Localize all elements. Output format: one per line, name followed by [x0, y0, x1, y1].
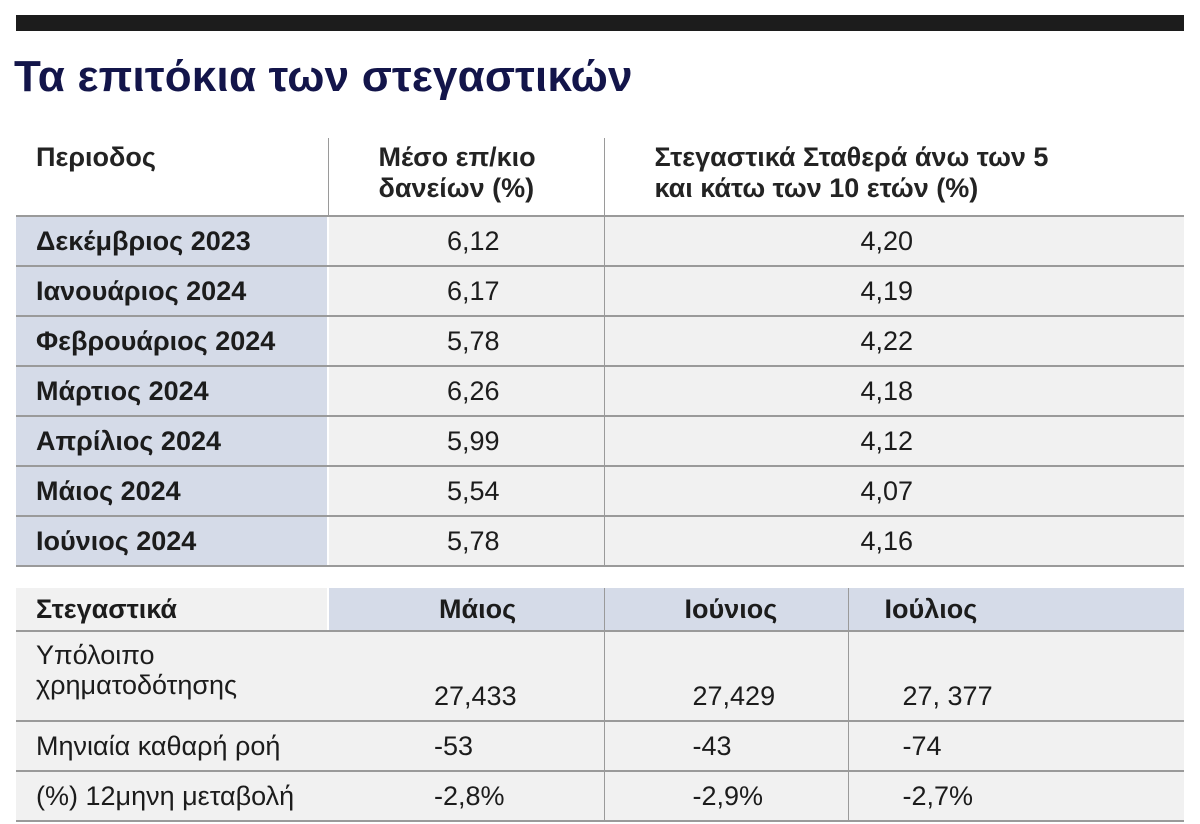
header-fixed-rate	[604, 138, 1184, 216]
header-may: Μάιος	[328, 588, 604, 631]
row-period: Μάιος 2024	[16, 466, 328, 516]
row-avg-rate: 6,12	[328, 216, 604, 266]
table-row	[16, 266, 1184, 316]
flows-table	[16, 588, 1184, 822]
row-fixed-rate: 4,22	[604, 316, 1184, 366]
row-label: Μηνιαία καθαρή ροή	[16, 721, 328, 771]
table-row	[16, 516, 1184, 566]
row-may-value: 27,433	[328, 631, 604, 721]
top-rule	[16, 15, 1184, 31]
table-row	[16, 416, 1184, 466]
header-mortgages: Στεγαστικά	[16, 588, 328, 631]
table-row	[16, 216, 1184, 266]
row-label	[16, 631, 328, 721]
row-period: Μάρτιος 2024	[16, 366, 328, 416]
table-row	[16, 631, 1184, 721]
header-july: Ιούλιος	[848, 588, 1184, 631]
table-row	[16, 466, 1184, 516]
row-june-value: -43	[604, 721, 848, 771]
row-period: Φεβρουάριος 2024	[16, 316, 328, 366]
row-period: Δεκέμβριος 2023	[16, 216, 328, 266]
row-june-value: 27,429	[604, 631, 848, 721]
table-row	[16, 771, 1184, 821]
header-fixed-line2: και κάτω των 10 ετών (%)	[654, 173, 979, 203]
row-fixed-rate: 4,20	[604, 216, 1184, 266]
row-avg-rate: 5,78	[328, 516, 604, 566]
row-label-line1: Υπόλοιπο	[36, 640, 155, 670]
header-fixed-line1: Στεγαστικά Σταθερά άνω των 5	[654, 142, 1049, 172]
row-avg-rate: 6,17	[328, 266, 604, 316]
row-period: Ιανουάριος 2024	[16, 266, 328, 316]
header-avg-line1: Μέσο επ/κιο	[378, 142, 536, 172]
row-fixed-rate: 4,16	[604, 516, 1184, 566]
page-title: Τα επιτόκια των στεγαστικών	[14, 52, 633, 101]
flows-header-row	[16, 588, 1184, 631]
row-may-value: -53	[328, 721, 604, 771]
row-july-value: -74	[848, 721, 1184, 771]
row-period: Απρίλιος 2024	[16, 416, 328, 466]
rates-header-row	[16, 138, 1184, 216]
row-july-value: -2,7%	[848, 771, 1184, 821]
row-label-line2: χρηματοδότησης	[36, 670, 238, 700]
row-fixed-rate: 4,12	[604, 416, 1184, 466]
row-period: Ιούνιος 2024	[16, 516, 328, 566]
row-avg-rate: 5,78	[328, 316, 604, 366]
row-july-value: 27, 377	[848, 631, 1184, 721]
row-avg-rate: 5,99	[328, 416, 604, 466]
row-avg-rate: 5,54	[328, 466, 604, 516]
row-label: (%) 12μηνη μεταβολή	[16, 771, 328, 821]
row-may-value: -2,8%	[328, 771, 604, 821]
row-avg-rate: 6,26	[328, 366, 604, 416]
header-june: Ιούνιος	[604, 588, 848, 631]
header-period: Περιοδος	[16, 138, 328, 216]
table-row	[16, 721, 1184, 771]
row-fixed-rate: 4,07	[604, 466, 1184, 516]
header-avg-rate	[328, 138, 604, 216]
row-fixed-rate: 4,18	[604, 366, 1184, 416]
row-june-value: -2,9%	[604, 771, 848, 821]
header-avg-line2: δανείων (%)	[378, 173, 535, 203]
row-fixed-rate: 4,19	[604, 266, 1184, 316]
table-row	[16, 316, 1184, 366]
rates-table	[16, 138, 1184, 567]
table-row	[16, 366, 1184, 416]
